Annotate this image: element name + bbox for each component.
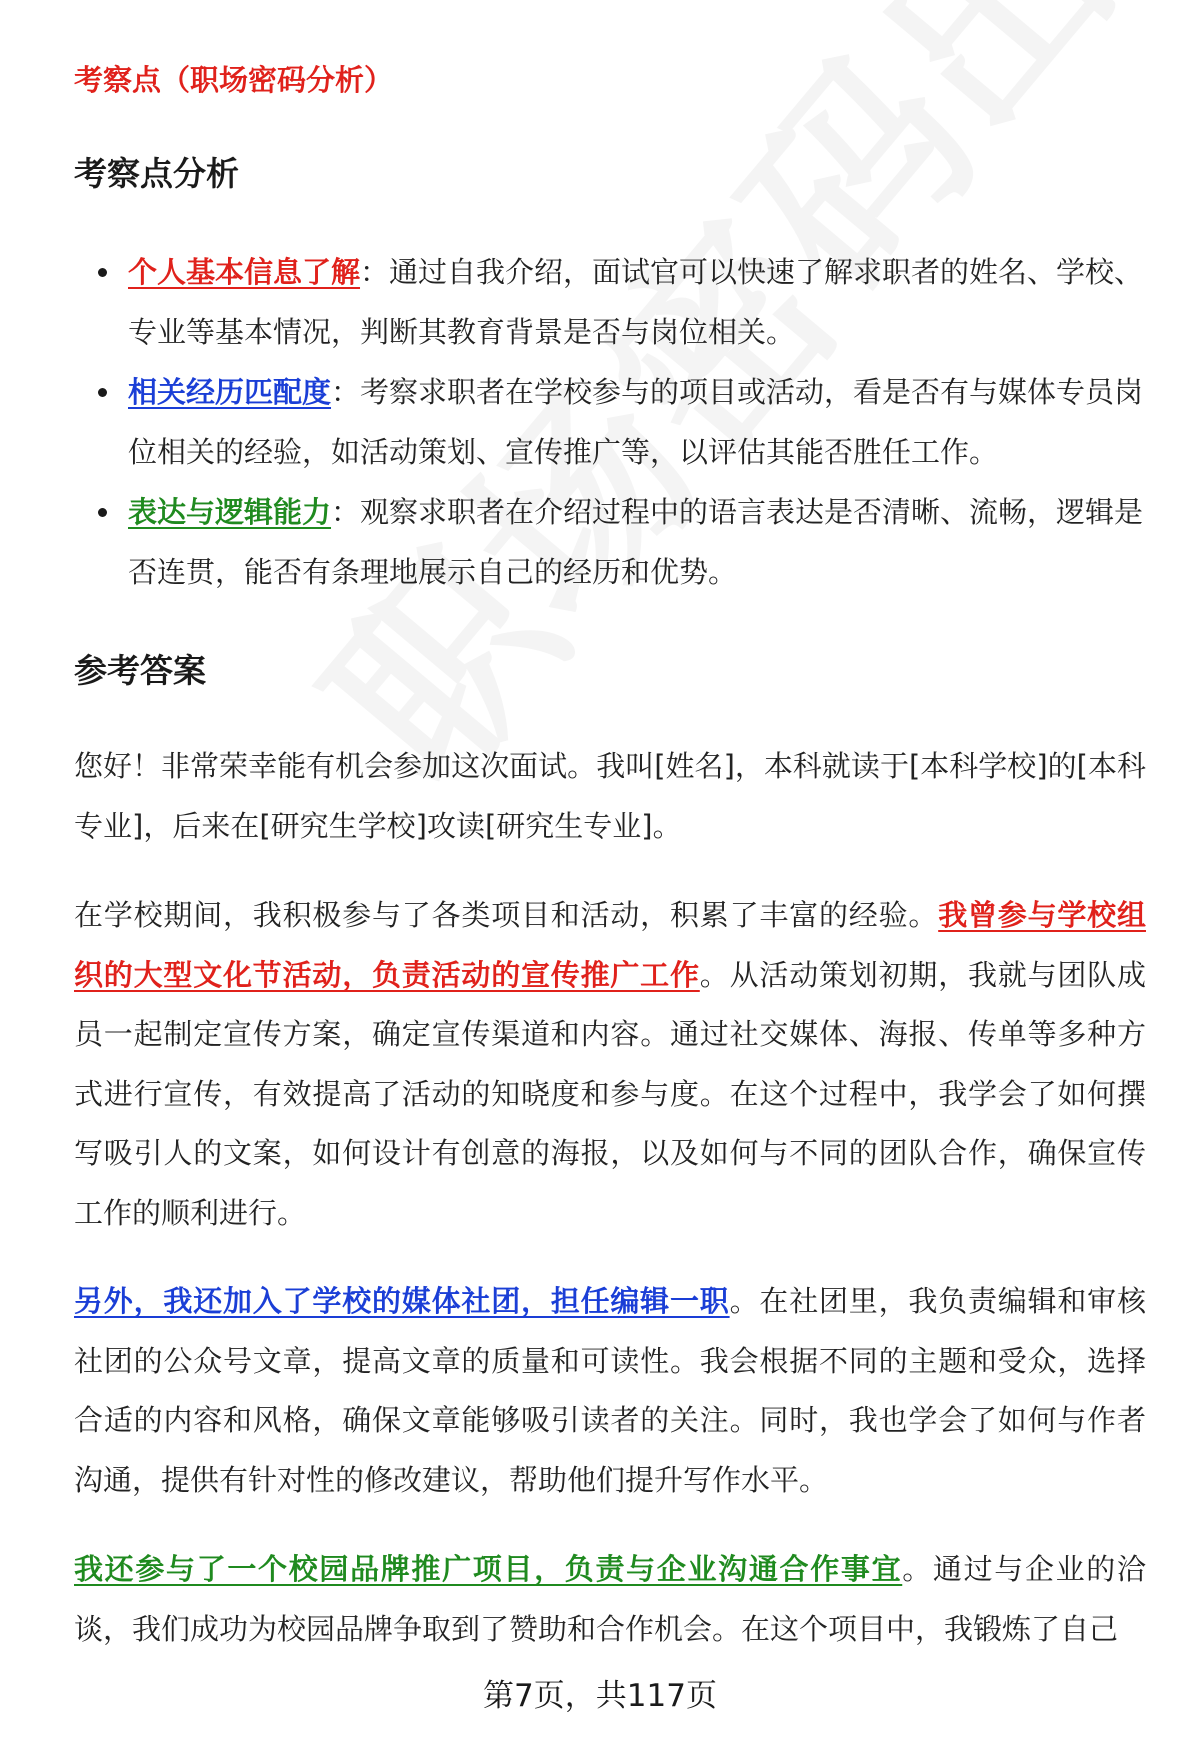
highlight-text: 我曾参与学校组织的大型文化节活动，负责活动的宣传推广工作 [74, 898, 1146, 992]
page-number: 第7页，共117页 [483, 1678, 717, 1714]
answer-paragraph-brand [74, 1540, 1146, 1659]
highlight-text: 我还参与了一个校园品牌推广项目，负责与企业沟通合作事宜 [74, 1552, 903, 1586]
paragraph-text: 。通过与企业的洽谈，我们成功为校园品牌争取到了赞助和合作机会。在这个项目中，我锻炼了自己 [74, 1552, 1146, 1646]
analysis-heading: 考察点分析 [74, 154, 239, 193]
answer-paragraph-intro: 您好！非常荣幸能有机会参加这次面试。我叫[姓名]，本科就读于[本科学校]的[本科专业]，后来在[研究生学校]攻读[研究生专业]。 [74, 749, 1146, 843]
point-keyword: 个人基本信息了解 [128, 255, 361, 289]
point-text: ：通过自我介绍，面试官可以快速了解求职者的姓名、学校、专业等基本情况，判断其教育背景是否与岗位相关。 [128, 255, 1144, 349]
section-label: 考察点（职场密码分析） [74, 63, 394, 97]
list-item [74, 482, 1146, 602]
answer-paragraph-campus [74, 886, 1146, 1243]
point-keyword: 表达与逻辑能力 [128, 495, 332, 529]
highlight-text: 另外，我还加入了学校的媒体社团，担任编辑一职 [74, 1284, 730, 1318]
analysis-points-list [74, 242, 1146, 602]
paragraph-text: 。在社团里，我负责编辑和审核社团的公众号文章，提高文章的质量和可读性。我会根据不同的主题和受众，选择合适的内容和风格，确保文章能够吸引读者的关注。同时，我也学会了如何与作者沟通，提供有针对性的修改建议，帮助他们提升写作水平。 [74, 1284, 1146, 1497]
paragraph-text: 。从活动策划初期，我就与团队成员一起制定宣传方案，确定宣传渠道和内容。通过社交媒体、海报、传单等多种方式进行宣传，有效提高了活动的知晓度和参与度。在这个过程中，我学会了如何撰写吸引人的文案，如何设计有创意的海报，以及如何与不同的团队合作，确保宣传工作的顺利进行。 [74, 957, 1146, 1230]
list-item [74, 362, 1146, 482]
answer-paragraph-media [74, 1272, 1146, 1510]
answer-heading: 参考答案 [74, 651, 206, 690]
paragraph-text: 在学校期间，我积极参与了各类项目和活动，积累了丰富的经验。 [74, 898, 939, 932]
point-keyword: 相关经历匹配度 [128, 375, 332, 409]
point-text: ：考察求职者在学校参与的项目或活动，看是否有与媒体专员岗位相关的经验，如活动策划、宣传推广等，以评估其能否胜任工作。 [128, 375, 1144, 469]
point-text: ：观察求职者在介绍过程中的语言表达是否清晰、流畅，逻辑是否连贯，能否有条理地展示自己的经历和优势。 [128, 495, 1144, 589]
list-item [74, 242, 1146, 362]
